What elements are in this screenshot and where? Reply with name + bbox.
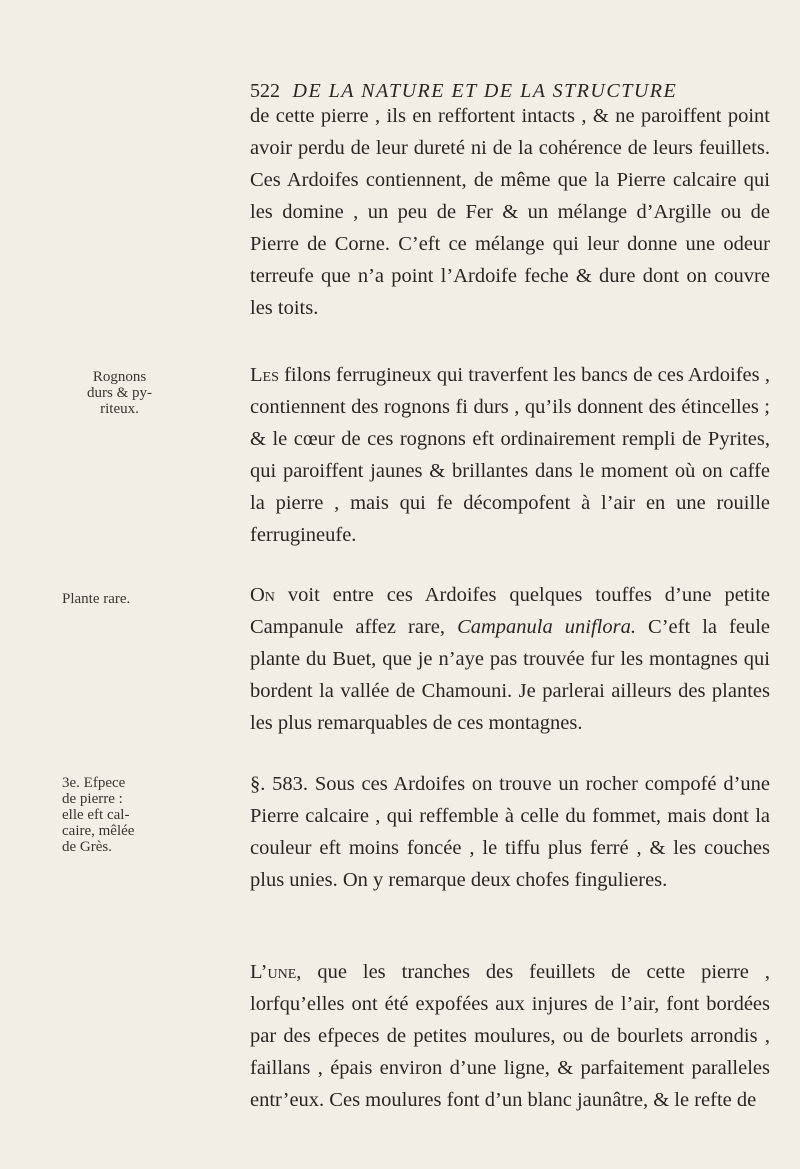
running-title: DE LA NATURE ET DE LA STRUCTURE <box>292 80 678 102</box>
margin-note-line: elle eft cal- <box>62 807 130 823</box>
paragraph-lead: Les <box>250 364 279 386</box>
paragraph-text: filons ferrugineux qui traverfent les bancs de ces Ardoifes , contiennent des rognons fi durs , qu’ils donnent des étincelles ; & le cœur de ces rognons eft ordinairement rempli de Pyrites, qui paroiffent jaunes & brillantes dans le moment où on caffe la pierre , mais qui fe décompofent à l’air en une rouille ferrugineufe. <box>250 364 770 546</box>
paragraph-text: , que les tranches des feuillets de cette pierre , lorfqu’elles ont été expofées aux injures de l’air, font bordées par des efpeces de petites moulures, ou de bourlets arrondis , faillans , épais environ d’une ligne, & parfaitement paralleles entr’eux. Ces moulures font d’un blanc jaunâtre, & le refte de <box>250 961 770 1111</box>
page-number: 522 <box>250 80 280 102</box>
margin-note-rognons <box>62 369 177 417</box>
paragraph-text: §. 583. Sous ces Ardoifes on trouve un rocher compofé d’une Pierre calcaire , qui reffemble à celle du fommet, mais dont la couleur eft moins foncée , le tiffu plus ferré , & les couches plus unies. On y remarque deux chofes fingulieres. <box>250 773 770 891</box>
paragraph-1 <box>250 100 770 324</box>
margin-note-line: riteux. <box>100 401 139 417</box>
margin-note-efpece <box>62 775 177 855</box>
paragraph-text: voit entre ces Ardoifes quelques touffes d’une petite Campanule affez rare, <box>250 584 770 638</box>
margin-note-line: durs & py- <box>87 385 152 401</box>
margin-note-line: Rognons <box>92 369 147 385</box>
paragraph-text: C’eft la feule plante du Buet, que je n’aye pas trouvée fur les montagnes qui bordent la vallée de Chamouni. Je parlerai ailleurs des plantes les plus remarquables de ces montagnes. <box>250 616 771 734</box>
margin-note-plante <box>62 591 177 607</box>
paragraph-5 <box>250 956 770 1116</box>
species-name: Campanula uniflora. <box>457 616 636 638</box>
paragraph-4 <box>250 768 770 896</box>
paragraph-text: de cette pierre , ils en reffortent intacts , & ne paroiffent point avoir perdu de leur dureté ni de la cohérence de leurs feuillets. Ces Ardoifes contiennent, de même que la Pierre calcaire qui les domine , un peu de Fer & un mélange d’Argille ou de Pierre de Corne. C’eft ce mélange qui leur donne une odeur terreufe que n’a point l’Ardoife feche & dure dont on couvre les toits. <box>250 105 770 319</box>
paragraph-2 <box>250 359 770 551</box>
margin-note-line: caire, mêlée <box>62 823 135 839</box>
margin-note-line: de pierre : <box>62 791 123 807</box>
margin-note-line: 3e. Efpece <box>62 775 126 791</box>
paragraph-lead: L’une <box>250 961 297 983</box>
paragraph-lead: On <box>250 584 275 606</box>
paragraph-3 <box>250 579 770 739</box>
margin-note-line: de Grès. <box>62 839 112 855</box>
margin-note-line: Plante rare. <box>62 591 131 607</box>
